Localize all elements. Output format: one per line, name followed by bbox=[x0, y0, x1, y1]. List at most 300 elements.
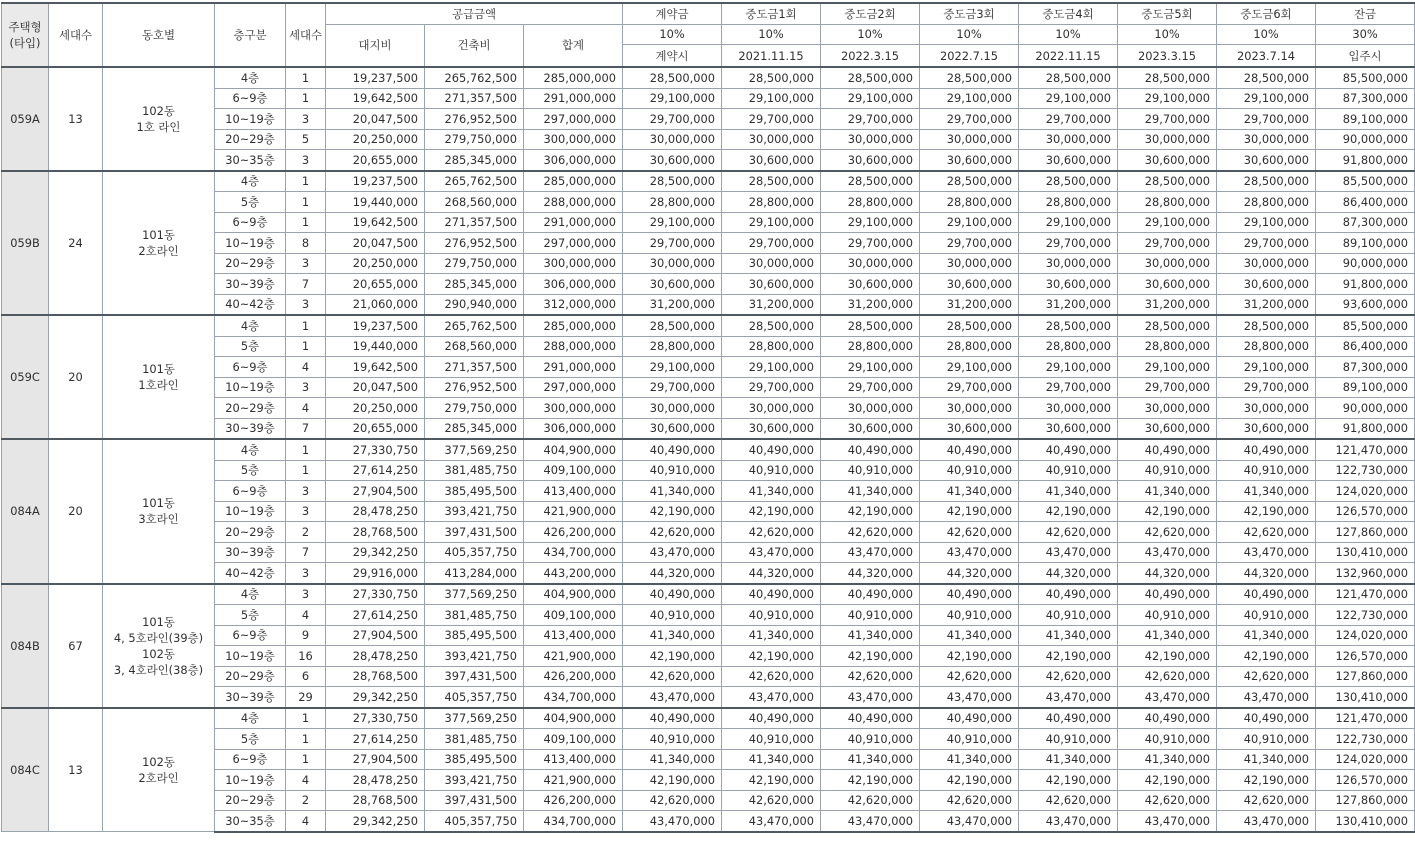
floor-range: 40~42층 bbox=[215, 563, 286, 584]
floor-unit-count: 4 bbox=[286, 770, 326, 791]
payment-amount: 40,910,000 bbox=[1118, 460, 1217, 481]
payment-amount: 28,500,000 bbox=[821, 171, 920, 192]
land-price: 29,342,250 bbox=[326, 542, 425, 563]
payment-amount: 89,100,000 bbox=[1316, 233, 1415, 254]
payment-amount: 41,340,000 bbox=[722, 625, 821, 646]
payment-amount: 121,470,000 bbox=[1316, 439, 1415, 460]
payment-amount: 30,000,000 bbox=[1118, 398, 1217, 419]
unit-count: 20 bbox=[49, 439, 103, 584]
payment-amount: 124,020,000 bbox=[1316, 749, 1415, 770]
payment-amount: 40,910,000 bbox=[1019, 729, 1118, 750]
payment-amount: 40,490,000 bbox=[920, 584, 1019, 605]
header-pay-date: 입주시 bbox=[1316, 45, 1415, 68]
payment-amount: 30,600,000 bbox=[821, 150, 920, 171]
building-price: 397,431,500 bbox=[425, 522, 524, 543]
payment-amount: 29,700,000 bbox=[623, 233, 722, 254]
building-price: 285,345,000 bbox=[425, 150, 524, 171]
header-pay-pct: 10% bbox=[920, 24, 1019, 45]
land-price: 27,614,250 bbox=[326, 460, 425, 481]
total-price: 285,000,000 bbox=[524, 315, 623, 336]
payment-amount: 30,600,000 bbox=[920, 418, 1019, 439]
building-price: 385,495,500 bbox=[425, 481, 524, 502]
floor-range: 30~39층 bbox=[215, 542, 286, 563]
payment-amount: 42,620,000 bbox=[623, 666, 722, 687]
payment-amount: 40,910,000 bbox=[722, 460, 821, 481]
header-supply: 공급금액 bbox=[326, 3, 623, 24]
land-price: 20,250,000 bbox=[326, 398, 425, 419]
building-price: 271,357,500 bbox=[425, 357, 524, 378]
floor-unit-count: 5 bbox=[286, 129, 326, 150]
payment-amount: 30,600,000 bbox=[623, 418, 722, 439]
table-row bbox=[2, 708, 1415, 729]
header-dong: 동호별 bbox=[103, 3, 215, 67]
table-row bbox=[2, 67, 1415, 88]
payment-amount: 30,600,000 bbox=[1217, 418, 1316, 439]
floor-range: 20~29층 bbox=[215, 129, 286, 150]
payment-amount: 43,470,000 bbox=[1019, 811, 1118, 832]
building-price: 381,485,750 bbox=[425, 605, 524, 626]
table-row bbox=[2, 584, 1415, 605]
payment-amount: 86,400,000 bbox=[1316, 336, 1415, 357]
payment-amount: 40,490,000 bbox=[722, 439, 821, 460]
floor-unit-count: 1 bbox=[286, 192, 326, 213]
land-price: 29,342,250 bbox=[326, 811, 425, 832]
payment-amount: 40,490,000 bbox=[1019, 439, 1118, 460]
floor-unit-count: 7 bbox=[286, 418, 326, 439]
floor-range: 20~29층 bbox=[215, 253, 286, 274]
payment-amount: 40,910,000 bbox=[623, 729, 722, 750]
payment-amount: 42,620,000 bbox=[821, 522, 920, 543]
total-price: 300,000,000 bbox=[524, 253, 623, 274]
unit-count: 67 bbox=[49, 584, 103, 708]
payment-amount: 40,490,000 bbox=[623, 584, 722, 605]
floor-unit-count: 3 bbox=[286, 253, 326, 274]
total-price: 300,000,000 bbox=[524, 398, 623, 419]
payment-amount: 43,470,000 bbox=[920, 542, 1019, 563]
payment-amount: 28,800,000 bbox=[1118, 336, 1217, 357]
floor-unit-count: 3 bbox=[286, 377, 326, 398]
land-price: 27,614,250 bbox=[326, 729, 425, 750]
total-price: 288,000,000 bbox=[524, 192, 623, 213]
header-pay-pct: 10% bbox=[821, 24, 920, 45]
payment-amount: 28,500,000 bbox=[1217, 171, 1316, 192]
payment-amount: 87,300,000 bbox=[1316, 212, 1415, 233]
payment-amount: 28,800,000 bbox=[722, 336, 821, 357]
building-price: 393,421,750 bbox=[425, 646, 524, 667]
payment-amount: 28,800,000 bbox=[821, 192, 920, 213]
payment-amount: 40,490,000 bbox=[920, 708, 1019, 729]
payment-amount: 43,470,000 bbox=[722, 811, 821, 832]
header-building: 건축비 bbox=[425, 24, 524, 67]
payment-amount: 43,470,000 bbox=[722, 687, 821, 708]
header-pay-date: 2022.7.15 bbox=[920, 45, 1019, 68]
building-price: 381,485,750 bbox=[425, 729, 524, 750]
payment-amount: 29,700,000 bbox=[821, 109, 920, 130]
land-price: 20,047,500 bbox=[326, 109, 425, 130]
payment-amount: 30,600,000 bbox=[821, 274, 920, 295]
floor-range: 6~9층 bbox=[215, 357, 286, 378]
payment-amount: 30,600,000 bbox=[1118, 150, 1217, 171]
payment-amount: 90,000,000 bbox=[1316, 398, 1415, 419]
payment-amount: 40,490,000 bbox=[920, 439, 1019, 460]
payment-amount: 28,800,000 bbox=[1118, 192, 1217, 213]
payment-amount: 40,490,000 bbox=[1118, 584, 1217, 605]
header-pay-name: 계약금 bbox=[623, 3, 722, 24]
payment-amount: 30,000,000 bbox=[1118, 253, 1217, 274]
header-total: 합계 bbox=[524, 24, 623, 67]
total-price: 434,700,000 bbox=[524, 687, 623, 708]
payment-amount: 42,190,000 bbox=[1118, 646, 1217, 667]
payment-amount: 40,910,000 bbox=[920, 729, 1019, 750]
payment-amount: 42,620,000 bbox=[1118, 522, 1217, 543]
header-pay-pct: 10% bbox=[623, 24, 722, 45]
floor-unit-count: 1 bbox=[286, 171, 326, 192]
payment-amount: 29,100,000 bbox=[722, 357, 821, 378]
payment-amount: 30,600,000 bbox=[722, 418, 821, 439]
payment-amount: 87,300,000 bbox=[1316, 88, 1415, 109]
floor-range: 4층 bbox=[215, 439, 286, 460]
building-price: 385,495,500 bbox=[425, 749, 524, 770]
total-price: 404,900,000 bbox=[524, 439, 623, 460]
payment-amount: 42,190,000 bbox=[623, 501, 722, 522]
payment-amount: 43,470,000 bbox=[1217, 542, 1316, 563]
payment-amount: 31,200,000 bbox=[821, 294, 920, 315]
total-price: 306,000,000 bbox=[524, 274, 623, 295]
table-row bbox=[2, 315, 1415, 336]
housing-type: 059C bbox=[2, 315, 49, 439]
payment-amount: 91,800,000 bbox=[1316, 274, 1415, 295]
payment-amount: 30,000,000 bbox=[722, 129, 821, 150]
payment-amount: 31,200,000 bbox=[1019, 294, 1118, 315]
land-price: 20,655,000 bbox=[326, 418, 425, 439]
payment-amount: 29,100,000 bbox=[1217, 212, 1316, 233]
floor-range: 5층 bbox=[215, 605, 286, 626]
unit-count: 13 bbox=[49, 67, 103, 171]
payment-amount: 121,470,000 bbox=[1316, 708, 1415, 729]
payment-amount: 40,910,000 bbox=[821, 605, 920, 626]
land-price: 28,478,250 bbox=[326, 501, 425, 522]
payment-amount: 29,100,000 bbox=[920, 88, 1019, 109]
payment-amount: 30,000,000 bbox=[1217, 253, 1316, 274]
floor-unit-count: 4 bbox=[286, 357, 326, 378]
payment-amount: 44,320,000 bbox=[1019, 563, 1118, 584]
payment-amount: 30,600,000 bbox=[722, 274, 821, 295]
payment-amount: 126,570,000 bbox=[1316, 770, 1415, 791]
floor-range: 30~35층 bbox=[215, 811, 286, 832]
payment-amount: 30,600,000 bbox=[920, 274, 1019, 295]
payment-amount: 42,620,000 bbox=[1019, 522, 1118, 543]
payment-amount: 30,600,000 bbox=[1118, 274, 1217, 295]
building-price: 377,569,250 bbox=[425, 439, 524, 460]
header-pay-name: 잔금 bbox=[1316, 3, 1415, 24]
payment-amount: 30,600,000 bbox=[1118, 418, 1217, 439]
payment-amount: 28,500,000 bbox=[1118, 171, 1217, 192]
total-price: 426,200,000 bbox=[524, 522, 623, 543]
floor-range: 10~19층 bbox=[215, 770, 286, 791]
payment-amount: 28,500,000 bbox=[1217, 315, 1316, 336]
payment-amount: 29,700,000 bbox=[920, 109, 1019, 130]
land-price: 27,330,750 bbox=[326, 584, 425, 605]
payment-amount: 30,000,000 bbox=[623, 398, 722, 419]
payment-amount: 44,320,000 bbox=[821, 563, 920, 584]
payment-amount: 29,100,000 bbox=[1019, 357, 1118, 378]
payment-amount: 85,500,000 bbox=[1316, 315, 1415, 336]
header-pay-name: 중도금1회 bbox=[722, 3, 821, 24]
land-price: 27,330,750 bbox=[326, 708, 425, 729]
payment-amount: 30,600,000 bbox=[1019, 274, 1118, 295]
floor-range: 10~19층 bbox=[215, 377, 286, 398]
land-price: 29,342,250 bbox=[326, 687, 425, 708]
payment-amount: 28,800,000 bbox=[920, 336, 1019, 357]
land-price: 19,237,500 bbox=[326, 315, 425, 336]
payment-amount: 40,490,000 bbox=[1118, 708, 1217, 729]
payment-amount: 28,500,000 bbox=[722, 315, 821, 336]
total-price: 404,900,000 bbox=[524, 584, 623, 605]
land-price: 28,768,500 bbox=[326, 666, 425, 687]
payment-amount: 43,470,000 bbox=[821, 542, 920, 563]
payment-amount: 42,620,000 bbox=[920, 666, 1019, 687]
header-pay-date: 2022.11.15 bbox=[1019, 45, 1118, 68]
payment-amount: 42,190,000 bbox=[821, 770, 920, 791]
housing-type: 084A bbox=[2, 439, 49, 584]
payment-amount: 41,340,000 bbox=[821, 481, 920, 502]
payment-amount: 28,800,000 bbox=[821, 336, 920, 357]
dong-line: 101동 1호라인 bbox=[103, 315, 215, 439]
payment-amount: 29,100,000 bbox=[722, 212, 821, 233]
payment-amount: 31,200,000 bbox=[1118, 294, 1217, 315]
payment-amount: 89,100,000 bbox=[1316, 109, 1415, 130]
payment-amount: 41,340,000 bbox=[722, 749, 821, 770]
payment-amount: 43,470,000 bbox=[821, 687, 920, 708]
floor-range: 4층 bbox=[215, 584, 286, 605]
header-type: 주택형 (타입) bbox=[2, 3, 49, 67]
payment-amount: 29,100,000 bbox=[1217, 357, 1316, 378]
floor-range: 20~29층 bbox=[215, 522, 286, 543]
land-price: 27,330,750 bbox=[326, 439, 425, 460]
payment-amount: 29,100,000 bbox=[623, 212, 722, 233]
payment-amount: 40,910,000 bbox=[821, 460, 920, 481]
total-price: 413,400,000 bbox=[524, 749, 623, 770]
land-price: 20,250,000 bbox=[326, 253, 425, 274]
header-count: 세대수 bbox=[286, 3, 326, 67]
payment-amount: 30,000,000 bbox=[722, 398, 821, 419]
payment-amount: 40,490,000 bbox=[821, 439, 920, 460]
payment-amount: 41,340,000 bbox=[920, 481, 1019, 502]
payment-amount: 29,100,000 bbox=[920, 212, 1019, 233]
payment-amount: 28,500,000 bbox=[1118, 315, 1217, 336]
payment-amount: 40,490,000 bbox=[821, 708, 920, 729]
payment-amount: 41,340,000 bbox=[1118, 625, 1217, 646]
payment-amount: 42,620,000 bbox=[1019, 666, 1118, 687]
payment-amount: 41,340,000 bbox=[722, 481, 821, 502]
floor-unit-count: 3 bbox=[286, 481, 326, 502]
total-price: 413,400,000 bbox=[524, 625, 623, 646]
total-price: 291,000,000 bbox=[524, 88, 623, 109]
payment-amount: 30,000,000 bbox=[623, 129, 722, 150]
unit-count: 20 bbox=[49, 315, 103, 439]
payment-amount: 28,500,000 bbox=[623, 171, 722, 192]
building-price: 285,345,000 bbox=[425, 418, 524, 439]
payment-amount: 30,000,000 bbox=[1118, 129, 1217, 150]
payment-amount: 42,190,000 bbox=[1118, 501, 1217, 522]
payment-amount: 30,000,000 bbox=[1019, 129, 1118, 150]
payment-amount: 28,500,000 bbox=[722, 67, 821, 88]
payment-amount: 29,700,000 bbox=[1217, 377, 1316, 398]
floor-unit-count: 3 bbox=[286, 150, 326, 171]
header-pay-date: 2022.3.15 bbox=[821, 45, 920, 68]
land-price: 27,904,500 bbox=[326, 481, 425, 502]
building-price: 276,952,500 bbox=[425, 109, 524, 130]
payment-amount: 40,910,000 bbox=[722, 729, 821, 750]
floor-range: 6~9층 bbox=[215, 212, 286, 233]
building-price: 279,750,000 bbox=[425, 129, 524, 150]
unit-count: 13 bbox=[49, 708, 103, 832]
total-price: 434,700,000 bbox=[524, 811, 623, 832]
payment-amount: 42,190,000 bbox=[821, 501, 920, 522]
payment-amount: 30,000,000 bbox=[623, 253, 722, 274]
payment-amount: 127,860,000 bbox=[1316, 790, 1415, 811]
payment-amount: 40,490,000 bbox=[1217, 584, 1316, 605]
payment-amount: 42,190,000 bbox=[920, 646, 1019, 667]
payment-amount: 29,700,000 bbox=[722, 109, 821, 130]
payment-amount: 30,000,000 bbox=[920, 253, 1019, 274]
header-floor: 층구분 bbox=[215, 3, 286, 67]
payment-amount: 28,800,000 bbox=[1217, 336, 1316, 357]
payment-amount: 29,100,000 bbox=[821, 88, 920, 109]
payment-amount: 30,600,000 bbox=[1019, 418, 1118, 439]
land-price: 20,250,000 bbox=[326, 129, 425, 150]
land-price: 27,904,500 bbox=[326, 749, 425, 770]
payment-amount: 40,490,000 bbox=[623, 708, 722, 729]
land-price: 19,237,500 bbox=[326, 67, 425, 88]
floor-unit-count: 3 bbox=[286, 563, 326, 584]
floor-unit-count: 1 bbox=[286, 315, 326, 336]
dong-line: 102동 1호 라인 bbox=[103, 67, 215, 171]
floor-range: 20~29층 bbox=[215, 666, 286, 687]
payment-amount: 85,500,000 bbox=[1316, 67, 1415, 88]
header-pay-pct: 10% bbox=[1118, 24, 1217, 45]
floor-range: 6~9층 bbox=[215, 481, 286, 502]
payment-amount: 41,340,000 bbox=[623, 749, 722, 770]
payment-amount: 28,500,000 bbox=[623, 67, 722, 88]
payment-amount: 43,470,000 bbox=[1019, 542, 1118, 563]
payment-amount: 30,600,000 bbox=[821, 418, 920, 439]
payment-amount: 30,000,000 bbox=[1019, 253, 1118, 274]
land-price: 28,768,500 bbox=[326, 790, 425, 811]
payment-amount: 30,000,000 bbox=[1019, 398, 1118, 419]
payment-amount: 30,600,000 bbox=[623, 274, 722, 295]
payment-amount: 41,340,000 bbox=[1217, 481, 1316, 502]
land-price: 20,047,500 bbox=[326, 233, 425, 254]
building-price: 405,357,750 bbox=[425, 687, 524, 708]
payment-amount: 42,190,000 bbox=[1217, 501, 1316, 522]
floor-unit-count: 3 bbox=[286, 501, 326, 522]
building-price: 279,750,000 bbox=[425, 253, 524, 274]
payment-amount: 42,620,000 bbox=[1217, 790, 1316, 811]
payment-amount: 42,190,000 bbox=[1019, 501, 1118, 522]
header-pay-name: 중도금3회 bbox=[920, 3, 1019, 24]
total-price: 291,000,000 bbox=[524, 357, 623, 378]
payment-amount: 42,620,000 bbox=[920, 790, 1019, 811]
header-pay-pct: 30% bbox=[1316, 24, 1415, 45]
total-price: 421,900,000 bbox=[524, 770, 623, 791]
payment-amount: 93,600,000 bbox=[1316, 294, 1415, 315]
land-price: 28,478,250 bbox=[326, 770, 425, 791]
payment-amount: 42,190,000 bbox=[623, 646, 722, 667]
total-price: 291,000,000 bbox=[524, 212, 623, 233]
building-price: 397,431,500 bbox=[425, 666, 524, 687]
payment-amount: 43,470,000 bbox=[1019, 687, 1118, 708]
payment-amount: 86,400,000 bbox=[1316, 192, 1415, 213]
payment-amount: 130,410,000 bbox=[1316, 687, 1415, 708]
dong-line: 102동 2호라인 bbox=[103, 708, 215, 832]
payment-amount: 43,470,000 bbox=[1118, 542, 1217, 563]
floor-range: 4층 bbox=[215, 315, 286, 336]
header-pay-date: 2023.3.15 bbox=[1118, 45, 1217, 68]
land-price: 19,440,000 bbox=[326, 192, 425, 213]
payment-amount: 30,000,000 bbox=[920, 398, 1019, 419]
building-price: 276,952,500 bbox=[425, 377, 524, 398]
floor-range: 10~19층 bbox=[215, 233, 286, 254]
floor-unit-count: 1 bbox=[286, 729, 326, 750]
payment-amount: 28,800,000 bbox=[1217, 192, 1316, 213]
header-pay-pct: 10% bbox=[722, 24, 821, 45]
payment-amount: 29,700,000 bbox=[1019, 233, 1118, 254]
payment-amount: 42,620,000 bbox=[623, 790, 722, 811]
land-price: 19,440,000 bbox=[326, 336, 425, 357]
total-price: 306,000,000 bbox=[524, 418, 623, 439]
payment-amount: 42,620,000 bbox=[623, 522, 722, 543]
floor-unit-count: 16 bbox=[286, 646, 326, 667]
payment-amount: 43,470,000 bbox=[920, 687, 1019, 708]
payment-amount: 28,500,000 bbox=[920, 171, 1019, 192]
payment-amount: 40,910,000 bbox=[920, 460, 1019, 481]
payment-amount: 29,700,000 bbox=[1118, 377, 1217, 398]
payment-amount: 40,910,000 bbox=[1019, 460, 1118, 481]
price-table bbox=[1, 2, 1415, 833]
payment-amount: 28,800,000 bbox=[1019, 192, 1118, 213]
building-price: 279,750,000 bbox=[425, 398, 524, 419]
payment-amount: 28,500,000 bbox=[1019, 67, 1118, 88]
payment-amount: 42,190,000 bbox=[623, 770, 722, 791]
payment-amount: 42,190,000 bbox=[1019, 770, 1118, 791]
payment-amount: 31,200,000 bbox=[623, 294, 722, 315]
land-price: 27,904,500 bbox=[326, 625, 425, 646]
floor-unit-count: 4 bbox=[286, 398, 326, 419]
payment-amount: 126,570,000 bbox=[1316, 646, 1415, 667]
payment-amount: 91,800,000 bbox=[1316, 418, 1415, 439]
table-body bbox=[2, 67, 1415, 832]
land-price: 19,642,500 bbox=[326, 357, 425, 378]
payment-amount: 42,620,000 bbox=[1217, 522, 1316, 543]
building-price: 285,345,000 bbox=[425, 274, 524, 295]
payment-amount: 91,800,000 bbox=[1316, 150, 1415, 171]
payment-amount: 42,620,000 bbox=[722, 522, 821, 543]
floor-unit-count: 9 bbox=[286, 625, 326, 646]
total-price: 297,000,000 bbox=[524, 377, 623, 398]
building-price: 265,762,500 bbox=[425, 67, 524, 88]
floor-unit-count: 3 bbox=[286, 109, 326, 130]
payment-amount: 130,410,000 bbox=[1316, 811, 1415, 832]
payment-amount: 41,340,000 bbox=[1118, 749, 1217, 770]
payment-amount: 41,340,000 bbox=[920, 625, 1019, 646]
payment-amount: 29,700,000 bbox=[1217, 109, 1316, 130]
floor-range: 6~9층 bbox=[215, 88, 286, 109]
payment-amount: 31,200,000 bbox=[920, 294, 1019, 315]
payment-amount: 28,500,000 bbox=[1217, 67, 1316, 88]
total-price: 421,900,000 bbox=[524, 646, 623, 667]
payment-amount: 44,320,000 bbox=[920, 563, 1019, 584]
